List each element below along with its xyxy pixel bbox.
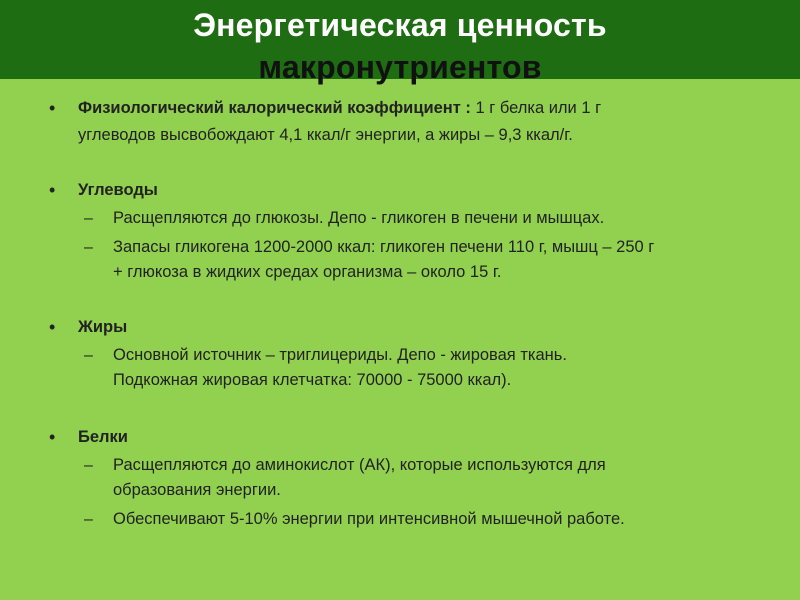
dash-icon: –	[84, 511, 93, 528]
bullet-icon: •	[49, 180, 56, 200]
fats-item-1-line-1: Основной источник – триглицериды. Депо - жировая ткань.	[113, 346, 567, 364]
dash-icon: –	[84, 239, 93, 256]
dash-icon: –	[84, 210, 93, 227]
bullet-icon: •	[49, 427, 56, 447]
coefficient-text: 1 г белка или 1 г	[470, 99, 602, 117]
coefficient-label: Физиологический калорический коэффициент :	[78, 99, 471, 117]
carbs-item-2-line-1: Запасы гликогена 1200-2000 ккал: гликоген печени 110 г, мышц – 250 г	[113, 238, 655, 256]
bullet-icon: •	[49, 317, 56, 337]
proteins-item-1-line-1: Расщепляются до аминокислот (АК), которые используются для	[113, 456, 606, 474]
dash-icon: –	[84, 347, 93, 364]
title-line-1: Энергетическая ценность	[193, 7, 607, 43]
bullet-icon: •	[49, 98, 56, 118]
proteins-item-2: Обеспечивают 5-10% энергии при интенсивной мышечной работе.	[113, 510, 625, 528]
dash-icon: –	[84, 457, 93, 474]
heading-fats: Жиры	[78, 318, 128, 336]
coefficient-line-1	[78, 96, 601, 121]
fats-item-1-line-2: Подкожная жировая клетчатка: 70000 - 75000 ккал).	[113, 371, 512, 389]
heading-proteins: Белки	[78, 428, 128, 446]
proteins-item-1-line-2: образования энергии.	[113, 481, 281, 499]
heading-carbohydrates: Углеводы	[78, 181, 158, 199]
carbs-item-1: Расщепляются до глюкозы. Депо - гликоген в печени и мышцах.	[113, 209, 605, 227]
title-line-2: макронутриентов	[258, 49, 542, 85]
coefficient-line-2: углеводов высвобождают 4,1 ккал/г энергии, а жиры – 9,3 ккал/г.	[78, 126, 573, 144]
carbs-item-2-line-2: + глюкоза в жидких средах организма – около 15 г.	[113, 263, 502, 281]
